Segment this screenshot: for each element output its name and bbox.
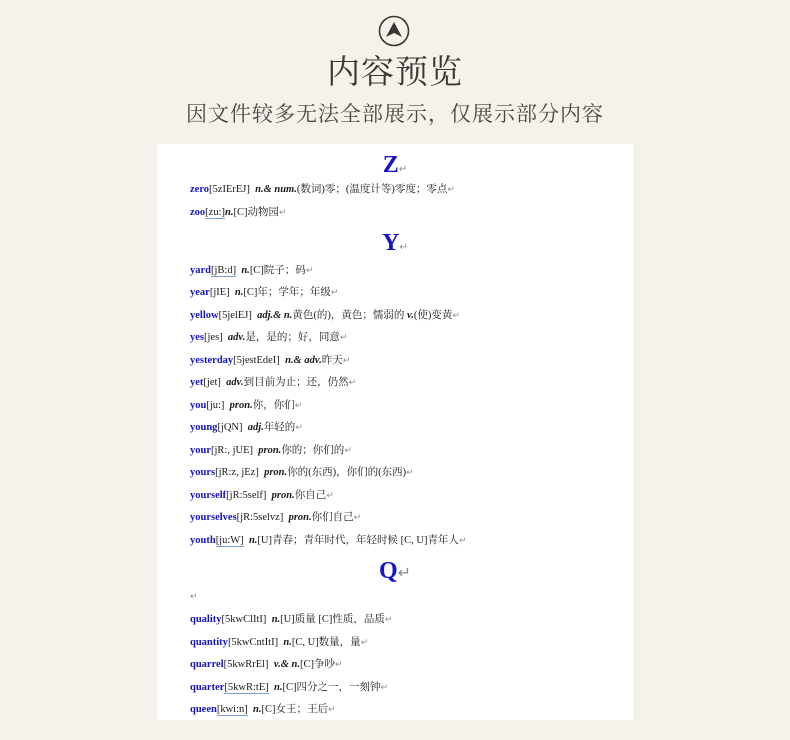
document-preview	[157, 144, 633, 720]
list-item: yes[jes] adv.是，是的；好，同意↵	[190, 332, 348, 343]
list-item: quarrel[5kwRrEl] v.& n.[C]争吵↵	[190, 659, 343, 670]
section-letter: Q↵	[378, 558, 412, 584]
section-letter: Y↵	[382, 230, 408, 256]
list-item: quality[5kwClItI] n.[U]质量 [C]性质，品质↵	[190, 614, 393, 625]
list-item: zero[5zIErEJ] n.& num.(数词)零；(温度计等)零度；零点↵	[190, 184, 455, 195]
list-item: yourselves[jR:5selvz] pron.你们自己↵	[190, 512, 362, 523]
list-item: yet[jet] adv.到目前为止；还，仍然↵	[190, 377, 357, 388]
list-item: yesterday[5jestEdeI] n.& adv.昨天↵	[190, 355, 351, 366]
list-item: your[jR:, jUE] pron.你的；你们的↵	[190, 445, 352, 456]
list-item: youth[ju:W] n.[U]青春；青年时代，年轻时候 [C, U]青年人↵	[190, 535, 467, 546]
list-item: year[jIE] n.[C]年；学年；年级↵	[190, 287, 339, 298]
list-item: you[ju:] pron.你，你们↵	[190, 400, 303, 411]
list-item: yours[jR:z, jEz] pron.你的(东西)，你们的(东西)↵	[190, 467, 414, 478]
list-item: yellow[5jelEJ] adj.& n.黄色(的)，黄色；懦弱的 v.(使)变黄↵	[190, 310, 460, 321]
list-item: zoo[zu:]n.[C]动物园↵	[190, 207, 287, 218]
section-letter: Z↵	[382, 152, 408, 178]
list-item: yourself[jR:5self] pron.你自己↵	[190, 490, 334, 501]
list-item: quarter[5kwR:tE] n.[C]四分之一，一刻钟↵	[190, 682, 389, 693]
list-item: queen[kwi:n] n.[C]女王；王后↵	[190, 704, 336, 715]
list-item: yard[jB:d] n.[C]院子；码↵	[190, 265, 314, 276]
list-item: young[jQN] adj.年轻的↵	[190, 422, 303, 433]
page-subtitle: 因文件较多无法全部展示，仅展示部分内容	[186, 102, 604, 126]
list-item: quantity[5kwCntItI] n.[C, U]数量，量↵	[190, 637, 369, 648]
empty-paragraph: ↵	[190, 592, 198, 602]
chevron-up-circle-icon	[378, 15, 410, 47]
page-title: 内容预览	[327, 52, 463, 91]
